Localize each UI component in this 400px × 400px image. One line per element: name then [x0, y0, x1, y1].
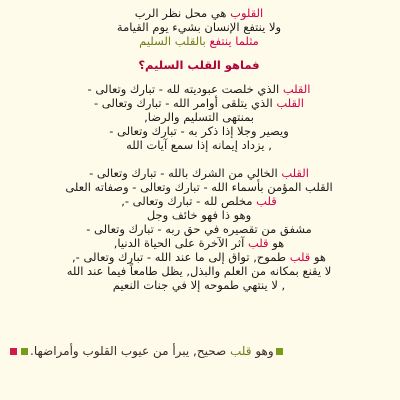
definition-text: القلب المؤمن بأسماء الله - تبارك وتعالى - وصفاته العلى [65, 180, 333, 194]
highlight-word: القلب [276, 96, 304, 110]
definition-text: الذي يتلقى أوامر الله - تبارك وتعالى - [93, 96, 277, 110]
definition-text: ويصير وجلا إذا ذكر به - تبارك وتعالى - [109, 124, 289, 138]
definition-text: وهو ذا فهو خائف وجل [146, 208, 252, 222]
green-square-icon [21, 348, 28, 355]
definition-text: بمنتهى التسليم والرضا, [144, 110, 254, 124]
definition-line [8, 250, 390, 264]
red-square-icon [10, 348, 17, 355]
intro-line-2: ولا ينتفع الإنسان بشيء يوم القيامة [116, 20, 282, 34]
definition-line [8, 96, 390, 110]
definition-text: , لا ينتهي طموحه إلا في جنات النعيم [112, 278, 286, 292]
definition-line [8, 236, 390, 250]
closing-text: صحيح, يبرأ من عيوب القلوب وأمراضها. [30, 344, 230, 358]
definition-line [8, 82, 390, 96]
closing-pre: وهو [251, 344, 274, 358]
definition-line [8, 110, 390, 124]
closing-highlight: قلب [230, 344, 252, 358]
green-square-icon [276, 348, 283, 355]
highlight-word: قلب [256, 194, 277, 208]
definition-line [8, 166, 390, 180]
intro-line-3 [8, 34, 390, 48]
definition-text: آثر الآخرة على الحياة الدنيا, [113, 236, 248, 250]
definition-text: الذي خلصت عبوديته لله - تبارك وتعالى - [87, 82, 283, 96]
definition-line [8, 264, 390, 278]
definition-block-2 [8, 166, 390, 292]
definition-text: الخالي من الشرك بالله - تبارك وتعالى - [89, 166, 282, 180]
highlight-word: قلب [289, 250, 311, 264]
highlight-word: القلوب [230, 6, 264, 20]
intro-line-3-text: مثلما ينتفع [205, 34, 259, 48]
definition-line [8, 138, 390, 152]
definition-text: مشفق من تقصيره في حق ربه - تبارك وتعالى - [86, 222, 312, 236]
highlight-phrase: بالقلب السليم [139, 34, 206, 48]
intro-line-1-text: هي محل نظر الرب [134, 6, 231, 20]
highlight-word: القلب [282, 82, 311, 96]
definition-line [8, 222, 390, 236]
highlight-word: القلب [281, 166, 309, 180]
definition-line [8, 208, 390, 222]
definition-line [8, 124, 390, 138]
definition-block-1 [8, 82, 390, 152]
intro-line-1 [8, 6, 390, 20]
definition-text: لا يقنع بمكانه من العلم والبذل, يظل طامعاً فيما عند الله [66, 264, 332, 278]
closing-line [0, 343, 400, 359]
highlight-word: قلب [247, 236, 269, 250]
definition-line [8, 194, 390, 208]
definition-text: , يزداد إيمانه إذا سمع آيات الله [126, 138, 272, 152]
definition-line [8, 278, 390, 292]
definition-line [8, 180, 390, 194]
section-question: فماهو القلب السليم؟ [138, 58, 260, 72]
definition-text: طموح, تواق إلى ما عند الله - تبارك وتعالى -, [72, 250, 290, 264]
definition-text: مخلص لله - تبارك وتعالى -, [121, 194, 257, 208]
definition-prefix: هو [310, 250, 326, 264]
definition-prefix: هو [268, 236, 285, 250]
